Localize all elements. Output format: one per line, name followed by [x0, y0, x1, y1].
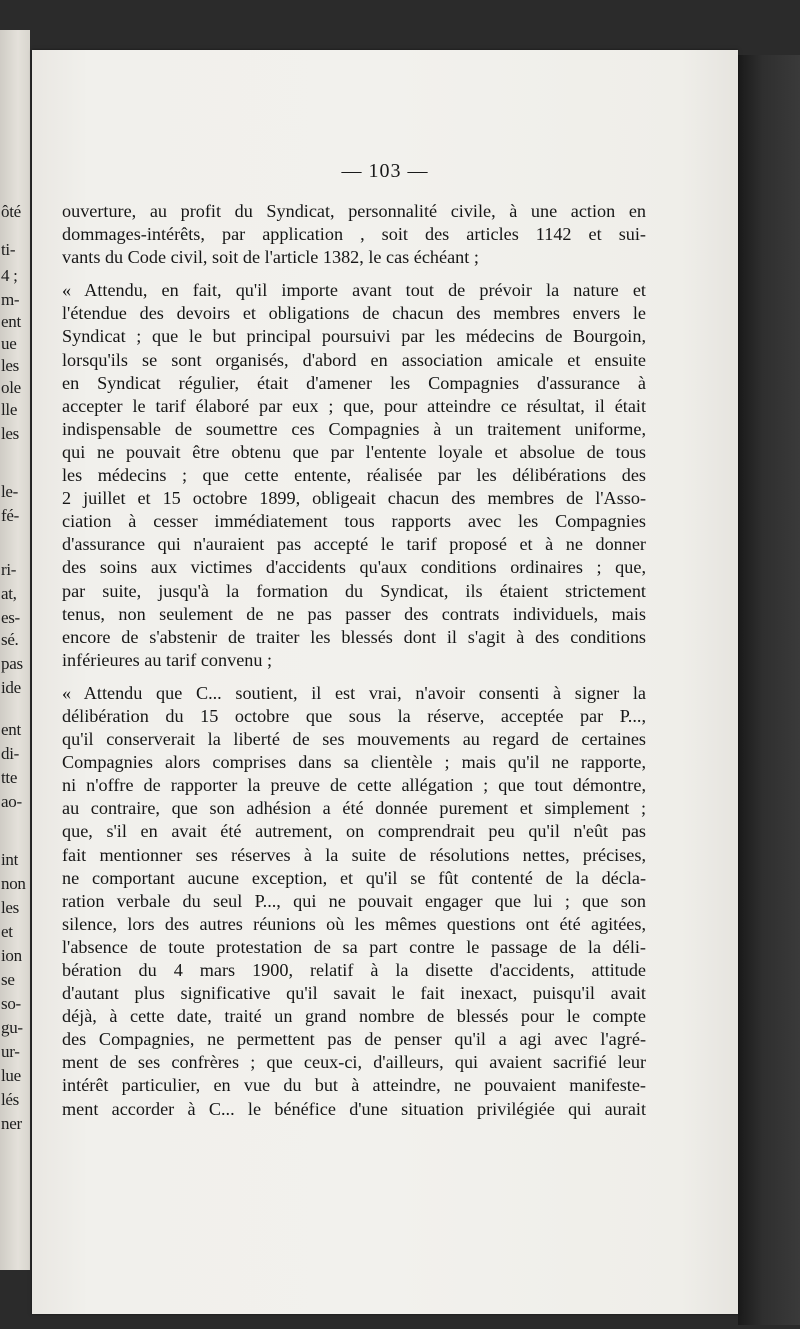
text-line: accepter le tarif élaboré par eux ; que, pour atteindre ce résultat, il était: [62, 395, 646, 416]
prev-page-fragment: ent: [1, 720, 21, 739]
prev-page-fragment: le-: [1, 482, 19, 501]
page-number: — 103 —: [341, 160, 429, 182]
paragraph-gap: [62, 269, 646, 279]
prev-page-fragment: non: [1, 874, 26, 893]
paragraph: [62, 200, 646, 269]
prev-page-fragment: lés: [1, 1090, 19, 1109]
text-line: silence, lors des autres réunions où les mêmes questions ont été agitées,: [62, 913, 646, 934]
text-line: indispensable de soumettre ces Compagnies à un traitement uniforme,: [62, 418, 646, 439]
prev-page-fragment: at,: [1, 584, 17, 603]
text-line: ni n'offre de rapporter la preuve de cette allégation ; que tout démontre,: [62, 775, 646, 796]
text-line: par suite, jusqu'à la formation du Syndicat, ils étaient strictement: [62, 580, 646, 601]
prev-page-fragment: ri-: [1, 560, 17, 579]
paragraph: [62, 682, 646, 1121]
text-line: d'autant plus significative qu'il savait le fait inexact, puisqu'il avait: [62, 983, 646, 1004]
text-line: déjà, à cette date, traité un grand nombre de blessés pour le compte: [62, 1006, 646, 1027]
text-line: inférieures au tarif convenu ;: [62, 649, 273, 670]
text-line: fait mentionner ses réserves à la suite de résolutions nettes, précises,: [62, 844, 646, 865]
text-line: ciation à cesser immédiatement tous rapports avec les Compagnies: [62, 511, 646, 532]
text-line: en Syndicat régulier, était d'amener les Compagnies d'assurance à: [62, 372, 646, 393]
prev-page-fragment: lle: [1, 400, 18, 419]
text-line: ration verbale du seul P..., qui ne pouvait engager que lui ; que son: [62, 890, 646, 911]
paragraph: [62, 279, 646, 672]
text-line: ment de ses confrères ; que ceux-ci, d'ailleurs, qui avaient sacrifié leur: [62, 1052, 646, 1073]
text-line: qui ne pouvait être obtenu que par l'entente loyale et absolue de tous: [62, 441, 646, 462]
prev-page-fragment: pas: [1, 654, 23, 673]
prev-page-fragment: 4 ;: [1, 266, 18, 285]
prev-page-fragment: et: [1, 922, 13, 941]
prev-page-fragment: ue: [1, 334, 17, 353]
prev-page-fragment: fé-: [1, 506, 19, 525]
prev-page-fragment: ide: [1, 678, 21, 697]
prev-page-fragment: ent: [1, 312, 21, 331]
text-line: encore de s'abstenir de traiter les blessés dont il s'agit à des conditions: [62, 626, 646, 647]
text-line: vants du Code civil, soit de l'article 1382, le cas échéant ;: [62, 247, 479, 268]
text-line: « Attendu, en fait, qu'il importe avant tout de prévoir la nature et: [62, 280, 646, 301]
text-line: l'absence de toute protestation de sa part contre le passage de la déli-: [62, 936, 646, 957]
prev-page-fragment: les: [1, 424, 19, 443]
prev-page-fragment: tte: [1, 768, 18, 787]
text-line: les médecins ; que cette entente, réalisée par les délibérations des: [62, 465, 646, 486]
text-line: « Attendu que C... soutient, il est vrai, n'avoir consenti à signer la: [62, 682, 646, 703]
text-line: des soins aux victimes d'accidents qu'aux conditions ordinaires ; que,: [62, 557, 646, 578]
text-line: ment accorder à C... le bénéfice d'une situation privilégiée qui aurait: [62, 1098, 646, 1119]
prev-page-fragment: ao-: [1, 792, 22, 811]
text-line: tenus, non seulement de ne pas passer des contrats individuels, mais: [62, 603, 646, 624]
prev-page-fragment: les: [1, 898, 19, 917]
text-line: 2 juillet et 15 octobre 1899, obligeait chacun des membres de l'Asso-: [62, 488, 646, 509]
prev-page-fragment: int: [1, 850, 19, 869]
text-line: dommages-intérêts, par application , soit des articles 1142 et sui-: [62, 224, 646, 245]
text-line: l'étendue des devoirs et obligations de chacun des membres envers le: [62, 303, 646, 324]
prev-page-fragment: se: [1, 970, 15, 989]
text-line: bération du 4 mars 1900, relatif à la disette d'accidents, attitude: [62, 960, 646, 980]
text-line: Syndicat ; que le but principal poursuivi par les médecins de Bourgoin,: [62, 326, 646, 347]
dark-background: [738, 55, 800, 1325]
prev-page-fragment: les: [1, 356, 19, 375]
prev-page-fragment: ner: [1, 1114, 22, 1133]
text-line: d'assurance qui n'auraient pas accepté le tarif proposé et à ne donner: [62, 534, 646, 555]
text-line: intérêt particulier, en vue du but à atteindre, ne pouvaient manifeste-: [62, 1075, 646, 1096]
prev-page-fragment: m-: [1, 290, 20, 309]
prev-page-fragment: sé.: [1, 630, 19, 649]
text-line: lorsqu'ils se sont organisés, d'abord en association amicale et ensuite: [62, 349, 646, 370]
text-line: que, s'il en avait été autrement, on comprendrait peu qu'il n'eût pas: [62, 821, 646, 842]
text-line: Compagnies alors comprises dans sa clientèle ; mais qu'il ne rapporte,: [62, 752, 646, 773]
prev-page-fragment: es-: [1, 608, 20, 627]
prev-page-fragment: di-: [1, 744, 19, 763]
body-text: [62, 200, 646, 1121]
prev-page-fragment: ti-: [1, 240, 16, 259]
text-line: des Compagnies, ne permettent pas de penser qu'il a agi avec l'agré-: [62, 1029, 646, 1050]
paragraph-gap: [62, 672, 646, 682]
text-line: ouverture, au profit du Syndicat, personnalité civile, à une action en: [62, 201, 646, 221]
prev-page-fragment: ion: [1, 946, 22, 965]
text-line: délibération du 15 octobre que sous la réserve, acceptée par P...,: [62, 705, 646, 726]
prev-page-fragment: so-: [1, 994, 21, 1013]
text-line: au contraire, que son adhésion a été donnée purement et simplement ;: [62, 798, 646, 819]
prev-page-fragment: lue: [1, 1066, 21, 1085]
prev-page-fragment: ur-: [1, 1042, 20, 1061]
prev-page-fragment: ole: [1, 378, 21, 397]
previous-page-edge: [0, 30, 30, 1270]
text-line: qu'il conserverait la liberté de ses mouvements au regard de certaines: [62, 729, 646, 750]
text-line: ne comportant aucune exception, et qu'il se fût contenté de la décla-: [62, 867, 646, 888]
prev-page-fragment: gu-: [1, 1018, 23, 1037]
book-page: [32, 50, 738, 1314]
prev-page-fragment: ôté: [1, 202, 21, 221]
